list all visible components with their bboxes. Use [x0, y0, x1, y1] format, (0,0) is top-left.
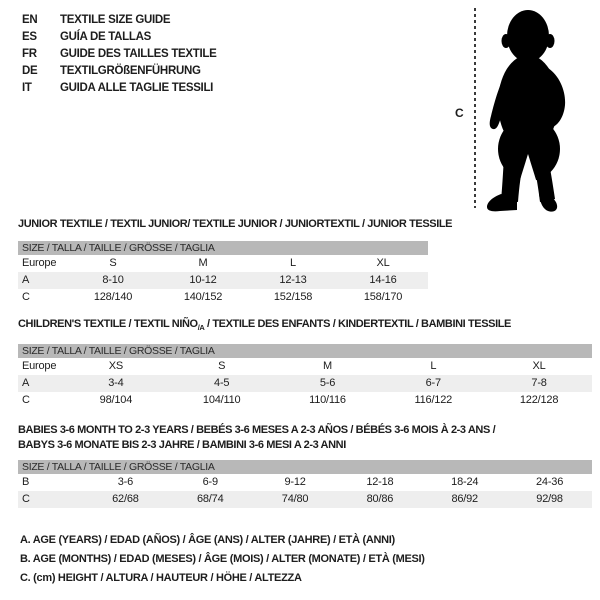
size-cell: 80/86 [366, 493, 394, 505]
size-cell: XL [532, 360, 546, 373]
size-cell: M [198, 257, 208, 269]
size-cell: 116/122 [414, 394, 453, 407]
language-row-es [22, 29, 217, 46]
size-cell: XL [376, 257, 390, 269]
size-cell: 98/104 [99, 394, 133, 407]
size-cell: 158/170 [363, 291, 403, 303]
row-label: C [22, 493, 30, 505]
footnote-age-years: A. AGE (YEARS) / EDAD (AÑOS) / ÂGE (ANS) / ALTER (JAHRE) / ETÀ (ANNI) [20, 534, 395, 546]
size-cell: XS [108, 360, 124, 373]
language-code: EN [22, 14, 38, 26]
table-row [18, 474, 592, 491]
size-cell: S [109, 257, 117, 269]
junior-table-title: JUNIOR TEXTILE / TEXTIL JUNIOR/ TEXTILE JUNIOR / JUNIORTEXTIL / JUNIOR TESSILE [18, 218, 453, 230]
language-title: TEXTILGRÖßENFÜHRUNG [60, 65, 201, 77]
row-label: A [22, 377, 30, 390]
size-cell: 74/80 [281, 493, 309, 505]
size-cell: 86/92 [451, 493, 478, 505]
size-cell: L [290, 257, 296, 269]
babies-table-title-line2: BABYS 3-6 MONATE BIS 2-3 JAHRE / BAMBINI 3-6 MESI A 2-3 ANNI [18, 439, 346, 451]
table-row [18, 491, 592, 508]
size-cell: 128/140 [93, 291, 133, 303]
height-measure-dashed-line [474, 8, 476, 208]
language-title: GUIDE DES TAILLES TEXTILE [60, 48, 217, 60]
size-cell: 7-8 [531, 377, 547, 390]
table-row [18, 375, 592, 392]
row-label: C [22, 291, 30, 303]
row-label: Europe [22, 360, 57, 373]
size-cell: 104/110 [202, 394, 241, 407]
size-cell: S [218, 360, 226, 373]
language-row-fr [22, 46, 217, 63]
size-cell: 62/68 [112, 493, 139, 505]
size-header-bar: SIZE / TALLA / TAILLE / GRÖSSE / TAGLIA [18, 241, 428, 255]
size-cell: 12-13 [279, 274, 307, 286]
babies-table-title-line1: BABIES 3-6 MONTH TO 2-3 YEARS / BEBÉS 3-6 MESES A 2-3 AÑOS / BÉBÉS 3-6 MOIS À 2-3 ANS / [18, 424, 496, 436]
children-size-table [18, 317, 592, 409]
size-cell: 3-6 [117, 476, 134, 488]
language-row-it [22, 80, 217, 97]
size-cell: 92/98 [536, 493, 563, 505]
title-text: CHILDREN'S TEXTILE / TEXTIL NIÑO [18, 318, 198, 330]
legend-footnotes [20, 531, 425, 588]
language-code: ES [22, 31, 37, 43]
size-cell: 6-7 [425, 377, 441, 390]
row-label: A [22, 274, 30, 286]
junior-size-table [18, 217, 453, 306]
table-row [18, 289, 428, 306]
row-label: Europe [22, 257, 57, 269]
size-cell: 6-9 [202, 476, 218, 488]
language-row-de [22, 63, 217, 80]
size-header-bar: SIZE / TALLA / TAILLE / GRÖSSE / TAGLIA [18, 460, 592, 474]
size-cell: 12-18 [366, 476, 394, 488]
size-cell: 3-4 [108, 377, 124, 390]
table-row [18, 255, 428, 272]
size-cell: L [430, 360, 437, 373]
language-title: GUIDA ALLE TAGLIE TESSILI [60, 82, 214, 94]
table-row [18, 358, 592, 375]
size-header-bar: SIZE / TALLA / TAILLE / GRÖSSE / TAGLIA [18, 344, 592, 358]
language-title: GUÍA DE TALLAS [60, 31, 151, 43]
language-code: FR [22, 48, 37, 60]
row-label: C [22, 394, 30, 407]
size-cell: 5-6 [319, 377, 336, 390]
row-label: B [22, 476, 30, 488]
title-text: / TEXTILE DES ENFANTS / KINDERTEXTIL / BAMBINI TESSILE [204, 318, 511, 330]
language-code: DE [22, 65, 38, 77]
language-title-list [22, 12, 217, 97]
title-subscript: /A [197, 323, 205, 333]
size-cell: 68/74 [196, 493, 224, 505]
size-cell: 152/158 [273, 291, 313, 303]
height-measure-label: C [455, 106, 464, 120]
table-row [18, 272, 428, 289]
size-cell: 110/116 [309, 394, 346, 407]
size-cell: 122/128 [519, 394, 559, 407]
size-cell: 10-12 [189, 274, 217, 286]
size-cell: 24-36 [535, 476, 564, 488]
language-code: IT [22, 82, 32, 94]
children-table-title [18, 317, 592, 335]
language-row-en [22, 12, 217, 29]
footnote-height: C. (cm) HEIGHT / ALTURA / HAUTEUR / HÖHE / ALTEZZA [20, 572, 302, 584]
table-row [18, 392, 592, 409]
size-cell: M [323, 360, 332, 373]
size-cell: 8-10 [102, 274, 124, 286]
toddler-silhouette-icon [486, 8, 580, 214]
size-cell: 140/152 [183, 291, 223, 303]
size-cell: 9-12 [284, 476, 306, 488]
language-title: TEXTILE SIZE GUIDE [60, 14, 171, 26]
footnote-age-months: B. AGE (MONTHS) / EDAD (MESES) / ÂGE (MOIS) / ALTER (MONATE) / ETÀ (MESI) [20, 553, 425, 565]
size-cell: 18-24 [451, 476, 479, 488]
babies-size-table [18, 423, 592, 508]
size-cell: 4-5 [214, 377, 230, 390]
size-cell: 14-16 [369, 274, 397, 286]
